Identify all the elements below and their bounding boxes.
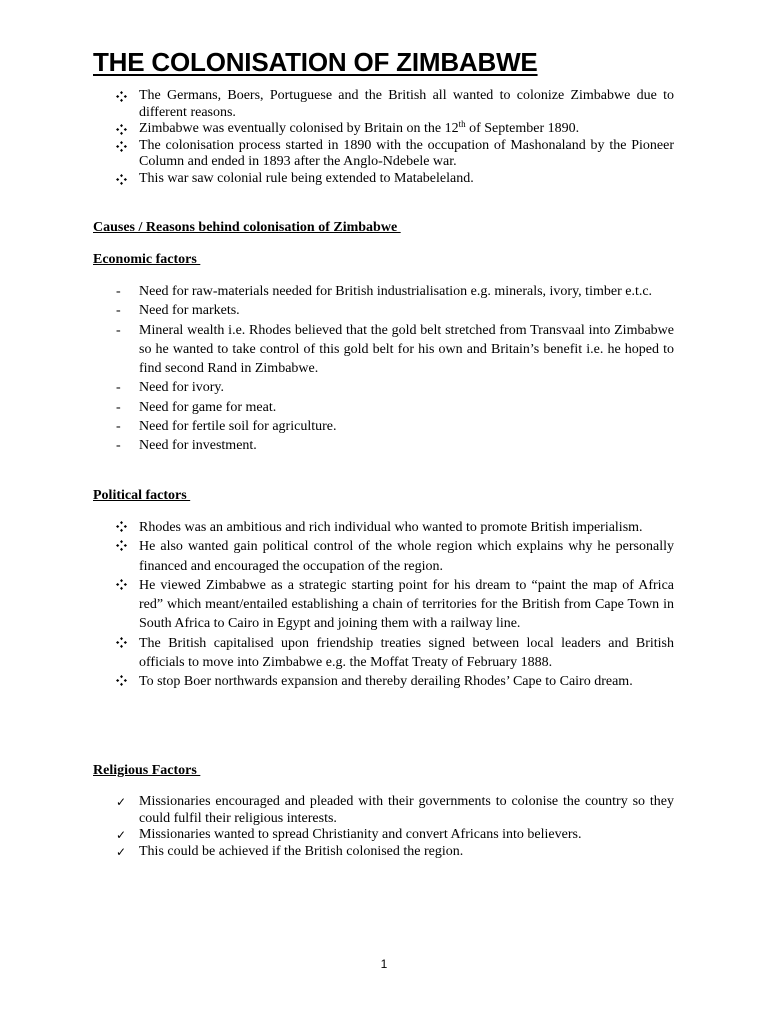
intro-item-text: The Germans, Boers, Portuguese and the British all wanted to colonize Zimbabwe due to different reasons. xyxy=(139,88,674,120)
economic-item-text: Need for game for meat. xyxy=(139,399,277,415)
check-mark-icon: ✓ xyxy=(116,844,127,859)
intro-item xyxy=(93,88,674,121)
political-item xyxy=(93,537,674,576)
intro-item-text-before: Zimbabwe was eventually colonised by Britain on the 12 xyxy=(139,121,459,136)
four-diamond-bullet-icon xyxy=(116,88,134,102)
political-item-text: The British capitalised upon friendship treaties signed between local leaders and British officials to move into Zimbabwe e.g. the Moffat Treaty of February 1888. xyxy=(139,635,674,671)
religious-item xyxy=(93,827,674,844)
economic-item xyxy=(93,436,674,455)
economic-heading: Economic factors xyxy=(93,252,201,267)
religious-heading: Religious Factors xyxy=(93,763,201,778)
economic-item-text: Mineral wealth i.e. Rhodes believed that the gold belt stretched from Transvaal into Zimbabwe so he wanted to take control of this gold belt for his own and Britain’s benefit i.e. he hoped to find second Rand in Zimbabwe. xyxy=(139,322,674,377)
political-item xyxy=(93,576,674,634)
causes-heading: Causes / Reasons behind colonisation of Zimbabwe xyxy=(93,220,401,235)
four-diamond-bullet-icon xyxy=(116,518,134,532)
four-diamond-bullet-icon xyxy=(116,121,134,135)
intro-item-text: The colonisation process started in 1890 with the occupation of Mashonaland by the Pioneer Column and ended in 1893 after the Anglo-Ndebele war. xyxy=(139,137,674,169)
economic-item xyxy=(93,282,674,301)
intro-item xyxy=(93,171,674,188)
political-item-text: To stop Boer northwards expansion and thereby derailing Rhodes’ Cape to Cairo dream. xyxy=(139,674,633,690)
four-diamond-bullet-icon xyxy=(116,171,134,185)
religious-list xyxy=(93,794,674,860)
political-heading: Political factors xyxy=(93,488,191,503)
political-item xyxy=(93,634,674,673)
dash-bullet: - xyxy=(116,380,121,396)
political-item xyxy=(93,518,674,537)
dash-bullet: - xyxy=(116,284,121,299)
political-item-text: He also wanted gain political control of the whole region which explains why he personally financed and encouraged the occupation of the region. xyxy=(139,539,674,574)
religious-item-text: Missionaries encouraged and pleaded with their governments to colonise the country so they could fulfil their religious interests. xyxy=(139,794,674,826)
political-item-text: Rhodes was an ambitious and rich individual who wanted to promote British imperialism. xyxy=(139,520,643,535)
dash-bullet: - xyxy=(116,303,121,319)
economic-item-text: Need for ivory. xyxy=(139,380,225,396)
economic-item-text: Need for markets. xyxy=(139,303,240,319)
document-title: THE COLONISATION OF ZIMBABWE xyxy=(93,47,538,77)
dash-bullet: - xyxy=(116,399,121,415)
page-number: 1 xyxy=(380,957,388,971)
economic-item-text: Need for raw-materials needed for British industrialisation e.g. minerals, ivory, timber e.t.c. xyxy=(139,284,653,299)
political-item-text: He viewed Zimbabwe as a strategic starting point for his dream to “paint the map of Africa red” which meant/entailed establishing a chain of territories for the British from Cape Town in South Africa to Cairo in Egypt and joining them with a railway line. xyxy=(139,577,674,632)
dash-bullet: - xyxy=(116,322,121,338)
intro-item xyxy=(93,138,674,171)
intro-item-text: This war saw colonial rule being extended to Matabeleland. xyxy=(139,170,474,186)
intro-item-text-after: of September 1890. xyxy=(465,121,580,136)
intro-item xyxy=(93,121,674,138)
economic-item xyxy=(93,301,674,320)
four-diamond-bullet-icon xyxy=(116,537,134,551)
religious-item-text: This could be achieved if the British colonised the region. xyxy=(139,843,464,859)
economic-item xyxy=(93,378,674,397)
economic-item xyxy=(93,398,674,417)
intro-list xyxy=(93,88,674,187)
dash-bullet: - xyxy=(116,438,121,454)
four-diamond-bullet-icon xyxy=(116,634,134,648)
political-list xyxy=(93,518,674,692)
religious-item-text: Missionaries wanted to spread Christianity and convert Africans into believers. xyxy=(139,827,582,842)
economic-list xyxy=(93,282,674,456)
economic-item xyxy=(93,417,674,436)
religious-item xyxy=(93,844,674,861)
religious-item xyxy=(93,794,674,827)
four-diamond-bullet-icon xyxy=(116,138,134,152)
four-diamond-bullet-icon xyxy=(116,672,134,686)
check-mark-icon: ✓ xyxy=(116,828,127,842)
economic-item-text: Need for fertile soil for agriculture. xyxy=(139,419,337,435)
four-diamond-bullet-icon xyxy=(116,576,134,590)
check-mark-icon: ✓ xyxy=(116,795,127,809)
economic-item xyxy=(93,321,674,379)
economic-item-text: Need for investment. xyxy=(139,438,257,454)
dash-bullet: - xyxy=(116,419,121,435)
political-item xyxy=(93,672,674,691)
ordinal-suffix: th xyxy=(458,119,466,129)
